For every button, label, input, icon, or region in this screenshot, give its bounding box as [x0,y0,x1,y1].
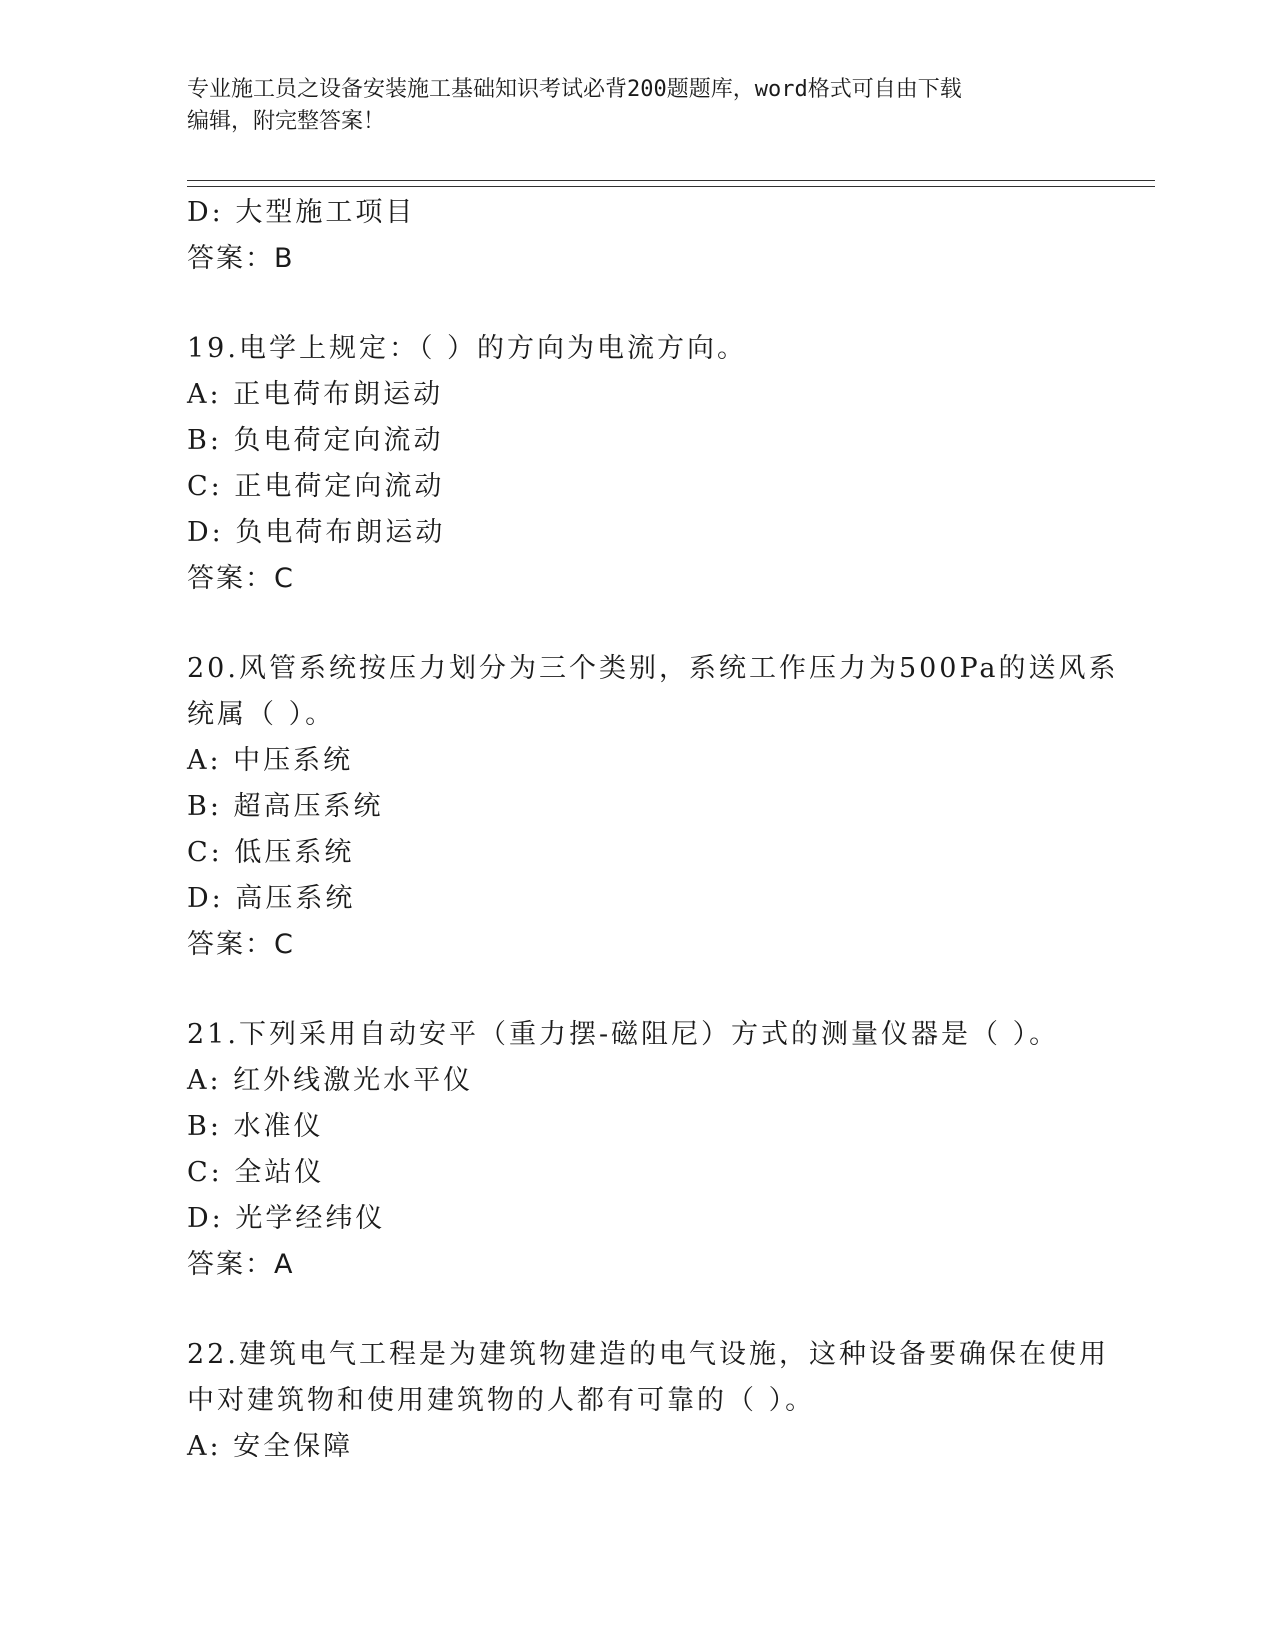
question-21 [187,1012,1087,1288]
option-d: D: 负电荷布朗运动 [187,517,446,548]
option-b: B: 负电荷定向流动 [187,425,444,456]
header-divider [187,180,1155,187]
question-stem: 22.建筑电气工程是为建筑物建造的电气设施，这种设备要确保在使用 [187,1339,1109,1370]
question-stem-continued: 统属（ ）。 [187,699,336,730]
option-b: B: 水准仪 [187,1111,324,1142]
question-stem: 20.风管系统按压力划分为三个类别，系统工作压力为500Pa的送风系 [187,653,1119,684]
header-line-1: 专业施工员之设备安装施工基础知识考试必背200题题库，word格式可自由下载 [187,77,962,102]
question-stem-continued: 中对建筑物和使用建筑物的人都有可靠的（ ）。 [187,1385,816,1416]
header-line-2: 编辑，附完整答案！ [187,109,386,134]
option-a: A: 红外线激光水平仪 [187,1065,474,1096]
option-d: D: 大型施工项目 [187,197,416,228]
option-c: C: 正电荷定向流动 [187,471,445,502]
answer-line: 答案：B [187,243,295,274]
previous-question-tail [187,190,1087,282]
option-c: C: 全站仪 [187,1157,325,1188]
question-22 [187,1332,1109,1470]
page-header [187,74,1087,138]
option-b: B: 超高压系统 [187,791,384,822]
spacer [187,602,1087,646]
option-d: D: 光学经纬仪 [187,1203,386,1234]
question-20 [187,646,1119,968]
answer-line: 答案：C [187,929,295,960]
option-c: C: 低压系统 [187,837,355,868]
question-stem: 19.电学上规定：（ ）的方向为电流方向。 [187,333,748,364]
spacer [187,1288,1087,1332]
question-19 [187,326,1087,602]
option-d: D: 高压系统 [187,883,356,914]
option-a: A: 中压系统 [187,745,354,776]
spacer [187,968,1087,1012]
spacer [187,282,1087,326]
option-a: A: 安全保障 [187,1431,354,1462]
option-a: A: 正电荷布朗运动 [187,379,444,410]
answer-line: 答案：A [187,1249,295,1280]
answer-line: 答案：C [187,563,295,594]
question-list [187,190,1119,1470]
question-stem: 21.下列采用自动安平（重力摆-磁阻尼）方式的测量仪器是（ ）。 [187,1019,1060,1050]
